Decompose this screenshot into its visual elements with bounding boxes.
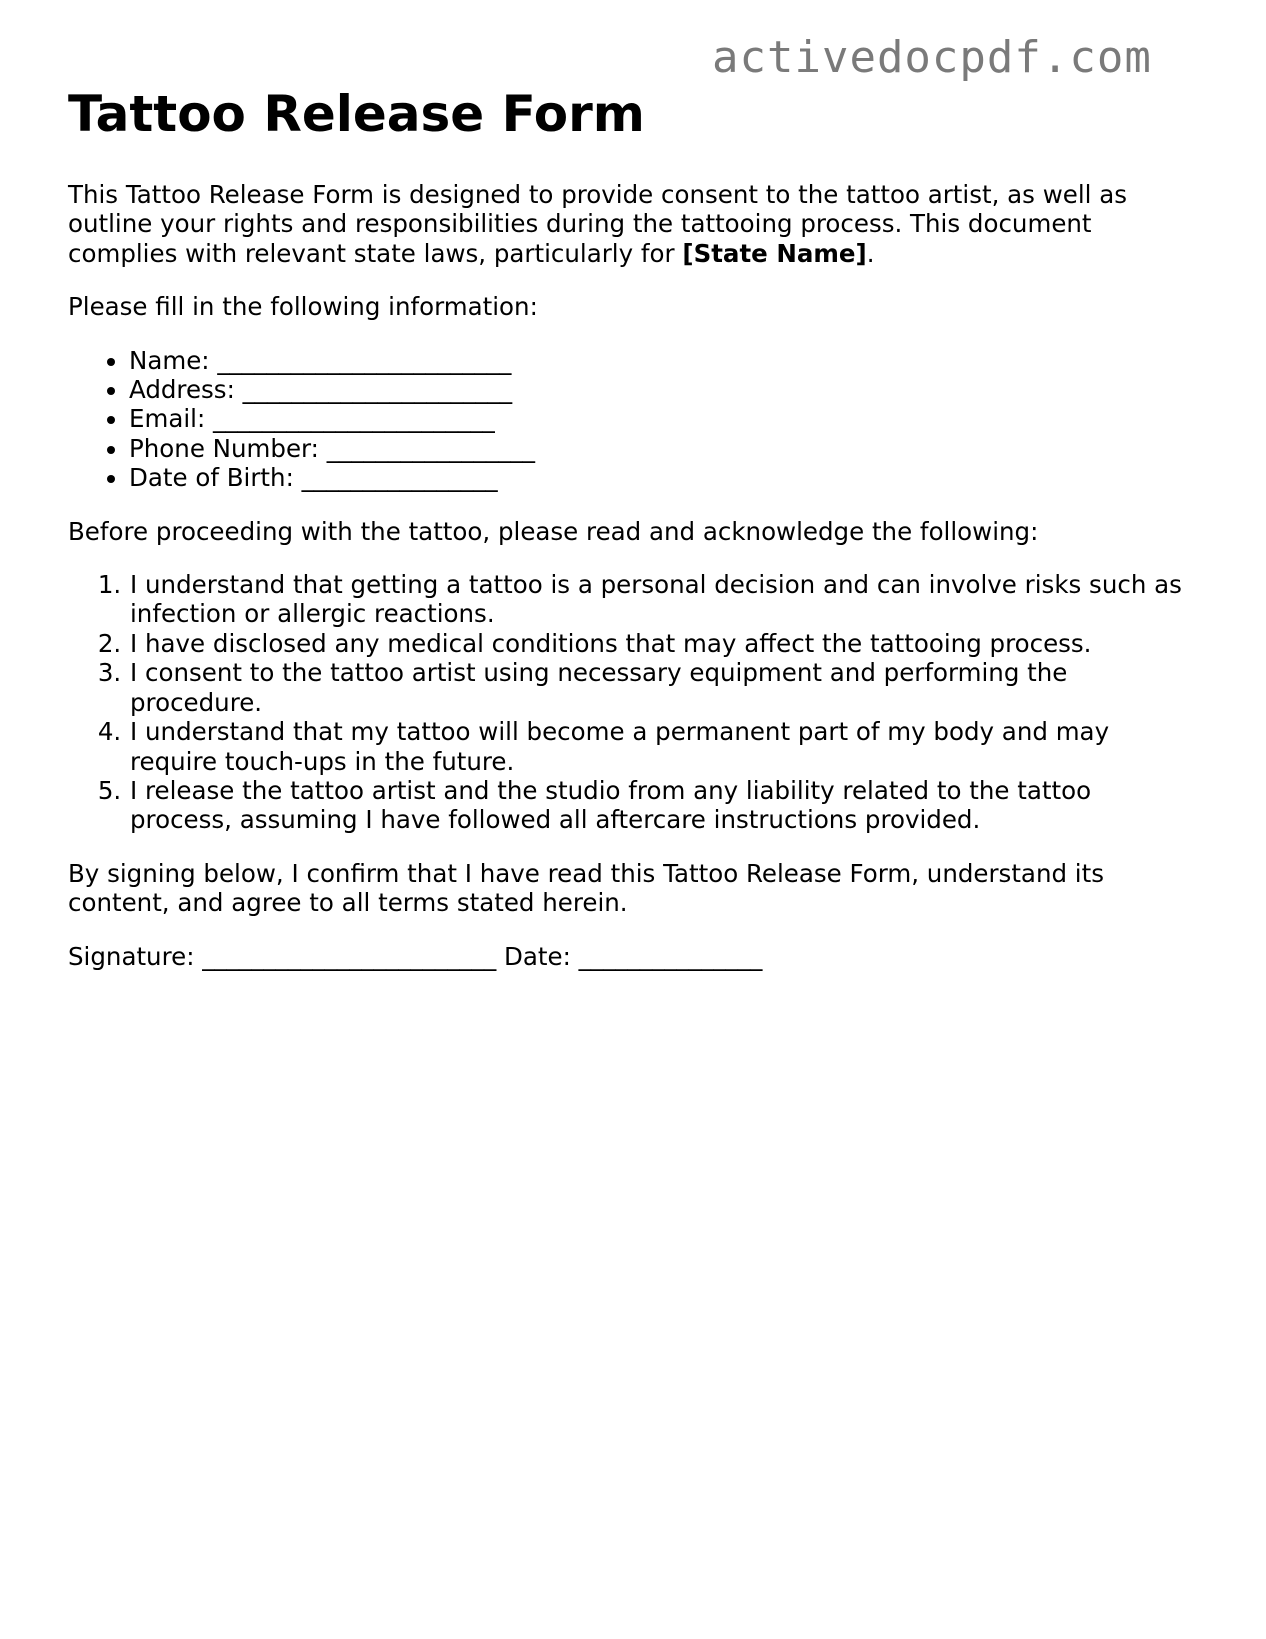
acknowledgement-item: 1. I understand that getting a tattoo is a personal decision and can involve risks such as infection or allergic reactions. [129, 570, 1198, 629]
page-title: Tattoo Release Form [68, 85, 645, 143]
signature-date-line: Signature: ________________________ Date: _______________ [68, 941, 763, 971]
confirmation-paragraph: By signing below, I confirm that I have read this Tattoo Release Form, understand its content, and agree to all terms stated herein. [68, 858, 1104, 918]
field-address: • Address: ______________________ [129, 375, 1198, 404]
fill-in-prompt: Please fill in the following information: [68, 292, 538, 322]
field-date-of-birth: • Date of Birth: ________________ [129, 463, 1198, 492]
field-email: • Email: _______________________ [129, 404, 1198, 433]
document-body [68, 180, 1198, 995]
intro-text: This Tattoo Release Form is designed to provide consent to the tattoo artist, as well as outline your rights and responsibilities during the tattooing process. This document complies with relevant state laws, particularly for [68, 180, 1128, 268]
intro-paragraph [68, 180, 1198, 268]
intro-end: . [866, 238, 875, 268]
acknowledgement-item: 4. I understand that my tattoo will become a permanent part of my body and may require touch-ups in the future. [129, 717, 1198, 776]
info-fields-list [68, 346, 1198, 493]
state-name-placeholder: [State Name] [682, 238, 867, 268]
field-phone-number: • Phone Number: _________________ [129, 434, 1198, 463]
field-name: • Name: ________________________ [129, 346, 1198, 375]
acknowledge-prompt: Before proceeding with the tattoo, please read and acknowledge the following: [68, 516, 1039, 546]
acknowledgement-item: 5. I release the tattoo artist and the studio from any liability related to the tattoo process, assuming I have followed all aftercare instructions provided. [129, 776, 1198, 835]
watermark: activedocpdf.com [712, 32, 1152, 83]
acknowledgement-item: 3. I consent to the tattoo artist using necessary equipment and performing the procedure. [129, 658, 1198, 717]
acknowledgements-list [68, 570, 1198, 835]
acknowledgement-item: 2. I have disclosed any medical conditions that may affect the tattooing process. [129, 629, 1198, 658]
